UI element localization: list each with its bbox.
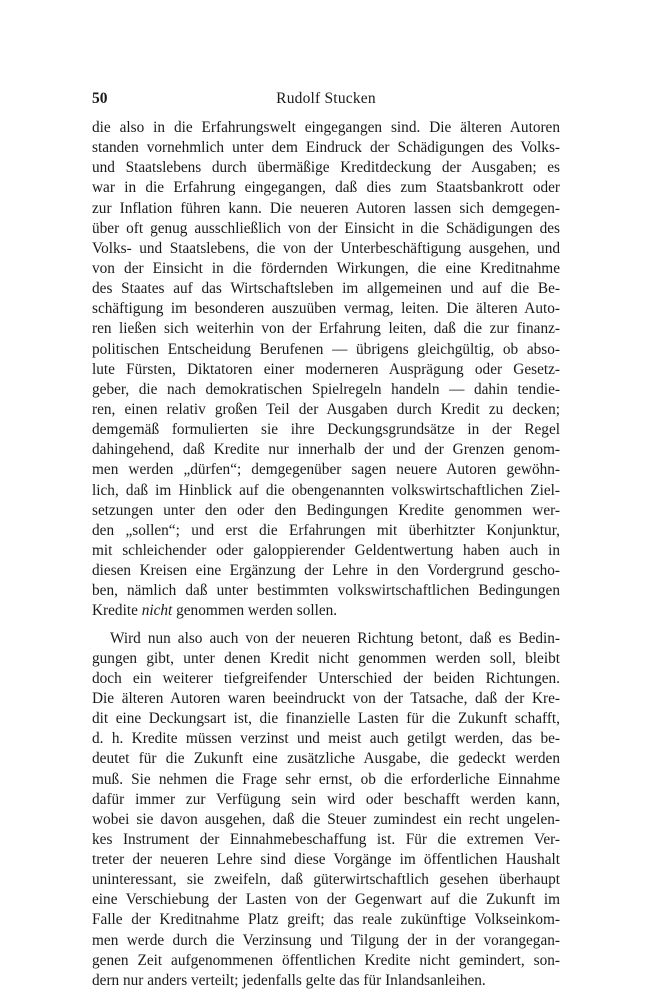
text-line: deutet für die Zukunft eine zusätzliche Ausgabe, die gedeckt werden: [92, 750, 560, 768]
paragraph-1: [92, 118, 560, 622]
text-line: Falle der Kreditnahme Platz greift; das reale zukünftige Volkseinkom-: [92, 911, 560, 929]
text-line: geber, die nach demokratischen Spielregeln handeln — dahin tendie-: [92, 380, 560, 398]
text-line: diesen Kreisen eine Ergänzung der Lehre in den Vordergrund gescho-: [92, 562, 560, 580]
text-line: politischen Entscheidung Berufenen — übrigens gleichgültig, ob abso-: [92, 340, 560, 358]
text-line: war in die Erfahrung eingegangen, daß dies zum Staatsbankrott oder: [92, 179, 560, 197]
text-line: setzungen unter den oder den Bedingungen Kredite genommen wer-: [92, 501, 560, 519]
text-line: zur Inflation führen kann. Die neueren Autoren lassen sich demgegen-: [92, 199, 560, 217]
text-line: den „sollen“; und erst die Erfahrungen mit überhitzter Konjunktur,: [92, 521, 560, 539]
text-line: gungen gibt, unter denen Kredit nicht genommen werden soll, bleibt: [92, 649, 560, 667]
text-line: kes Instrument der Einnahmebeschaffung ist. Für die extremen Ver-: [92, 830, 560, 848]
text-line: lich, daß im Hinblick auf die obengenannten volkswirtschaftlichen Ziel-: [92, 481, 560, 499]
text-line: dit eine Deckungsart ist, die finanzielle Lasten für die Zukunft schafft,: [92, 710, 560, 728]
page-number: 50: [92, 90, 108, 107]
text-line: men werden „dürfen“; demgegenüber sagen neuere Autoren gewöhn-: [92, 461, 560, 479]
text-line: standen vornehmlich unter dem Eindruck der Schädigungen des Volks-: [92, 139, 560, 157]
text-line: dahingehend, daß Kredite nur innerhalb der und der Grenzen genom-: [92, 441, 560, 459]
text-line: uninteressant, sie zweifeln, daß güterwirtschaftlich gesehen überhaupt: [92, 871, 560, 889]
text-line: d. h. Kredite müssen verzinst und meist auch getilgt werden, das be-: [92, 730, 560, 748]
text-line: von der Einsicht in die fördernden Wirkungen, die eine Kreditnahme: [92, 259, 560, 277]
text-line: dern nur anders verteilt; jedenfalls gelte das für Inlandsanleihen.: [92, 971, 486, 989]
text-line: doch ein weiterer tiefgreifender Unterschied der beiden Richtungen.: [92, 669, 560, 687]
text-line: men werde durch die Verzinsung und Tilgung der in der vorangegan-: [92, 931, 560, 949]
text-line: dafür immer zur Verfügung sein wird oder beschafft werden kann,: [92, 790, 560, 808]
text-line: Volks- und Staatslebens, die von der Unterbeschäftigung ausgehen, und: [92, 239, 560, 257]
text-line: eine Verschiebung der Lasten von der Gegenwart auf die Zukunft im: [92, 891, 560, 909]
text-line: genen Zeit aufgenommenen öffentlichen Kredite nicht gemindert, son-: [92, 951, 560, 969]
running-head: Rudolf Stucken: [276, 90, 376, 107]
text-line: ren, einen relativ großen Teil der Ausgaben durch Kredit zu decken;: [92, 400, 560, 418]
text-line: des Staates auf das Wirtschaftsleben im allgemeinen und auf die Be-: [92, 280, 560, 298]
text-run: genommen werden sollen.: [172, 602, 338, 620]
page-header: [92, 88, 560, 110]
text-line: muß. Sie nehmen die Frage sehr ernst, ob die erforderliche Einnahme: [92, 770, 560, 788]
text-line: treter der neueren Lehre sind diese Vorgänge im öffentlichen Haushalt: [92, 851, 560, 869]
paragraph-2: [92, 629, 560, 991]
text-line: wobei sie davon ausgehen, daß die Steuer zumindest ein recht ungelen-: [92, 810, 560, 828]
text-line: mit schleichender oder galoppierender Geldentwertung haben auch in: [92, 541, 560, 559]
text-line: schäftigung im besonderen auszuüben vermag, leiten. Die älteren Auto-: [92, 300, 560, 318]
text-line: lute Fürsten, Diktatoren einer moderneren Ausprägung oder Gesetz-: [92, 360, 560, 378]
text-line: [92, 601, 560, 621]
italic-emphasis: nicht: [141, 602, 173, 620]
text-line: ben, nämlich daß unter bestimmten volkswirtschaftlichen Bedingungen: [92, 582, 560, 600]
text-line: Wird nun also auch von der neueren Richtung betont, daß es Bedin-: [110, 629, 560, 647]
text-line: Die älteren Autoren waren beeindruckt von der Tatsache, daß der Kre-: [92, 689, 560, 707]
text-line: demgemäß formulierten sie ihre Deckungsgrundsätze in der Regel: [92, 421, 560, 439]
text-run: Kredite: [92, 602, 142, 620]
body-text: [92, 118, 560, 991]
text-line: ren ließen sich weiterhin von der Erfahrung leiten, daß die zur finanz-: [92, 320, 560, 338]
text-line: die also in die Erfahrungswelt eingegangen sind. Die älteren Autoren: [92, 119, 560, 136]
text-line: und Staatslebens durch übermäßige Kreditdeckung der Ausgaben; es: [92, 159, 560, 177]
text-line: über oft genug ausschließlich von der Einsicht in die Schädigungen des: [92, 219, 560, 237]
